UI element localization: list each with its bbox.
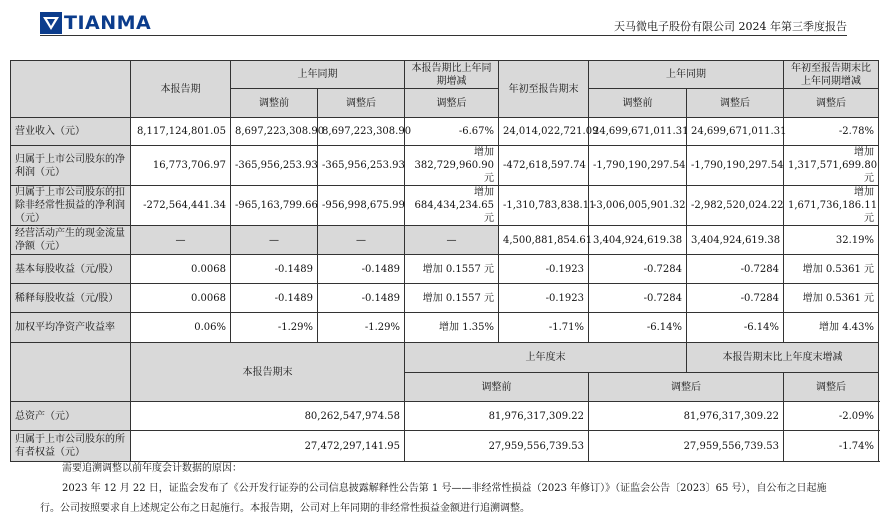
cell-period-end: 80,262,547,974.58 [131, 402, 405, 431]
cell-change: 增加 382,729,960.90 元 [405, 146, 499, 186]
cell-ytd-change: 32.19% [784, 226, 879, 255]
cell-before: -0.1489 [231, 284, 318, 313]
header-after-adj: 调整后 [318, 89, 405, 118]
cell-ytd-change: 增加 0.5361 元 [784, 284, 879, 313]
header-after-adj-change: 调整后 [405, 89, 499, 118]
cell-current: -272,564,441.34 [131, 186, 231, 226]
table-row [11, 118, 879, 146]
cell-before: -0.1489 [231, 255, 318, 284]
report-title: 天马微电子股份有限公司 2024 年第三季度报告 [614, 20, 847, 33]
cell-ytd-after: -2,982,520,024.22 [687, 186, 784, 226]
cell-after: -0.1489 [318, 284, 405, 313]
cell-ytd-change: 增加 4.43% [784, 313, 879, 343]
row-label: 经营活动产生的现金流量净额（元） [11, 226, 131, 255]
cell-current: 16,773,706.97 [131, 146, 231, 186]
cell-before: -1.29% [231, 313, 318, 343]
financial-data-table [10, 60, 879, 462]
cell-ytd-after: -1,790,190,297.54 [687, 146, 784, 186]
cell-before: 27,959,556,739.53 [405, 431, 589, 462]
header-cell [11, 61, 131, 118]
cell-after: -365,956,253.93 [318, 146, 405, 186]
cell-ytd-change: 增加 0.5361 元 [784, 255, 879, 284]
header-prior-same: 上年同期 [231, 61, 405, 89]
header-current-period: 本报告期 [131, 61, 231, 118]
cell-change: -2.09% [784, 402, 879, 431]
cell-change: 增加 684,434,234.65 元 [405, 186, 499, 226]
header-change-ytd: 年初至报告期末比上年同期增减 [784, 61, 879, 89]
cell-current: — [131, 226, 231, 255]
table-row [11, 402, 879, 431]
cell-after: 27,959,556,739.53 [589, 431, 784, 462]
cell-current: 0.0068 [131, 255, 231, 284]
header-after-adj-2: 调整后 [589, 373, 784, 402]
cell-after: — [318, 226, 405, 255]
cell-current: 8,117,124,801.05 [131, 118, 231, 146]
row-label: 总资产（元） [11, 402, 131, 431]
adjustment-notes [40, 459, 862, 519]
cell-ytd-before: -6.14% [589, 313, 687, 343]
cell-ytd: 24,014,022,721.09 [499, 118, 589, 146]
table-row [11, 226, 879, 255]
cell-after: -0.1489 [318, 255, 405, 284]
cell-ytd-before: -0.7284 [589, 255, 687, 284]
cell-before: -965,163,799.66 [231, 186, 318, 226]
cell-ytd-before: -3,006,005,901.32 [589, 186, 687, 226]
cell-after: -956,998,675.99 [318, 186, 405, 226]
cell-change: 增加 0.1557 元 [405, 284, 499, 313]
notes-title: 需要追溯调整以前年度会计数据的原因： [62, 463, 242, 474]
tianma-logo-icon [40, 12, 62, 34]
cell-ytd: -0.1923 [499, 284, 589, 313]
row-label: 基本每股收益（元/股） [11, 255, 131, 284]
table-row [11, 255, 879, 284]
cell-ytd: -472,618,597.74 [499, 146, 589, 186]
cell-ytd: -1,310,783,838.11 [499, 186, 589, 226]
cell-before: -365,956,253.93 [231, 146, 318, 186]
cell-ytd-change: 增加 1,671,736,186.11 元 [784, 186, 879, 226]
cell-before: 81,976,317,309.22 [405, 402, 589, 431]
row-label: 归属于上市公司股东的净利润（元） [11, 146, 131, 186]
cell-ytd-after: -0.7284 [687, 284, 784, 313]
cell-ytd-before: -1,790,190,297.54 [589, 146, 687, 186]
cell-ytd-before: 24,699,671,011.31 [589, 118, 687, 146]
header-change-year-end: 本报告期末比上年度末增减 [687, 343, 879, 373]
row-label: 归属于上市公司股东的所有者权益（元） [11, 431, 131, 462]
notes-line-1: 2023 年 12 月 22 日，证监会发布了《公开发行证券的公司信息披露解释性公告第 1 号——非经常性损益（2023 年修订）》（证监会公告〔2023〕65 号），自公布之日起施 [62, 483, 827, 494]
header-cell [11, 343, 131, 402]
cell-ytd-after: -0.7284 [687, 255, 784, 284]
header-change: 本报告期比上年同期增减 [405, 61, 499, 89]
cell-change: 增加 0.1557 元 [405, 255, 499, 284]
notes-line-2: 行。公司按照要求自上述规定公布之日起施行。本报告期，公司对上年同期的非经常性损益金额进行追溯调整。 [40, 503, 530, 514]
cell-before: — [231, 226, 318, 255]
cell-period-end: 27,472,297,141.95 [131, 431, 405, 462]
cell-ytd-change: 增加 1,317,571,699.80 元 [784, 146, 879, 186]
header-after-adj-change-2: 调整后 [784, 373, 879, 402]
header-after-adj-ytd: 调整后 [687, 89, 784, 118]
cell-current: 0.06% [131, 313, 231, 343]
cell-ytd-after: 24,699,671,011.31 [687, 118, 784, 146]
header-period-end: 本报告期末 [131, 343, 405, 402]
cell-ytd: -0.1923 [499, 255, 589, 284]
header-after-adj-change-ytd: 调整后 [784, 89, 879, 118]
row-label: 加权平均净资产收益率 [11, 313, 131, 343]
table-row [11, 313, 879, 343]
header-prior-year-end: 上年度末 [405, 343, 687, 373]
cell-ytd-before: 3,404,924,619.38 [589, 226, 687, 255]
table-row [11, 186, 879, 226]
header-before-adj-2: 调整前 [405, 373, 589, 402]
header-before-adj-ytd: 调整前 [589, 89, 687, 118]
header-ytd: 年初至报告期末 [499, 61, 589, 118]
row-label: 归属于上市公司股东的扣除非经常性损益的净利润（元） [11, 186, 131, 226]
cell-ytd: -1.71% [499, 313, 589, 343]
cell-change: — [405, 226, 499, 255]
logo-text: TIANMA [64, 12, 152, 34]
cell-ytd-after: -6.14% [687, 313, 784, 343]
row-label: 营业收入（元） [11, 118, 131, 146]
table-row [11, 146, 879, 186]
cell-ytd-change: -2.78% [784, 118, 879, 146]
cell-ytd-after: 3,404,924,619.38 [687, 226, 784, 255]
cell-ytd: 4,500,881,854.61 [499, 226, 589, 255]
cell-current: 0.0068 [131, 284, 231, 313]
cell-ytd-before: -0.7284 [589, 284, 687, 313]
header-before-adj: 调整前 [231, 89, 318, 118]
cell-after: -1.29% [318, 313, 405, 343]
cell-change: -1.74% [784, 431, 879, 462]
company-logo [40, 12, 151, 34]
report-header [0, 0, 887, 38]
table-row [11, 284, 879, 313]
cell-change: -6.67% [405, 118, 499, 146]
cell-change: 增加 1.35% [405, 313, 499, 343]
table-row [11, 431, 879, 462]
header-divider [40, 35, 847, 36]
cell-after: 81,976,317,309.22 [589, 402, 784, 431]
cell-before: 8,697,223,308.90 [231, 118, 318, 146]
header-prior-same-ytd: 上年同期 [589, 61, 784, 89]
table-header-row [11, 61, 879, 89]
table-header-row [11, 343, 879, 373]
cell-after: 8,697,223,308.90 [318, 118, 405, 146]
row-label: 稀释每股收益（元/股） [11, 284, 131, 313]
